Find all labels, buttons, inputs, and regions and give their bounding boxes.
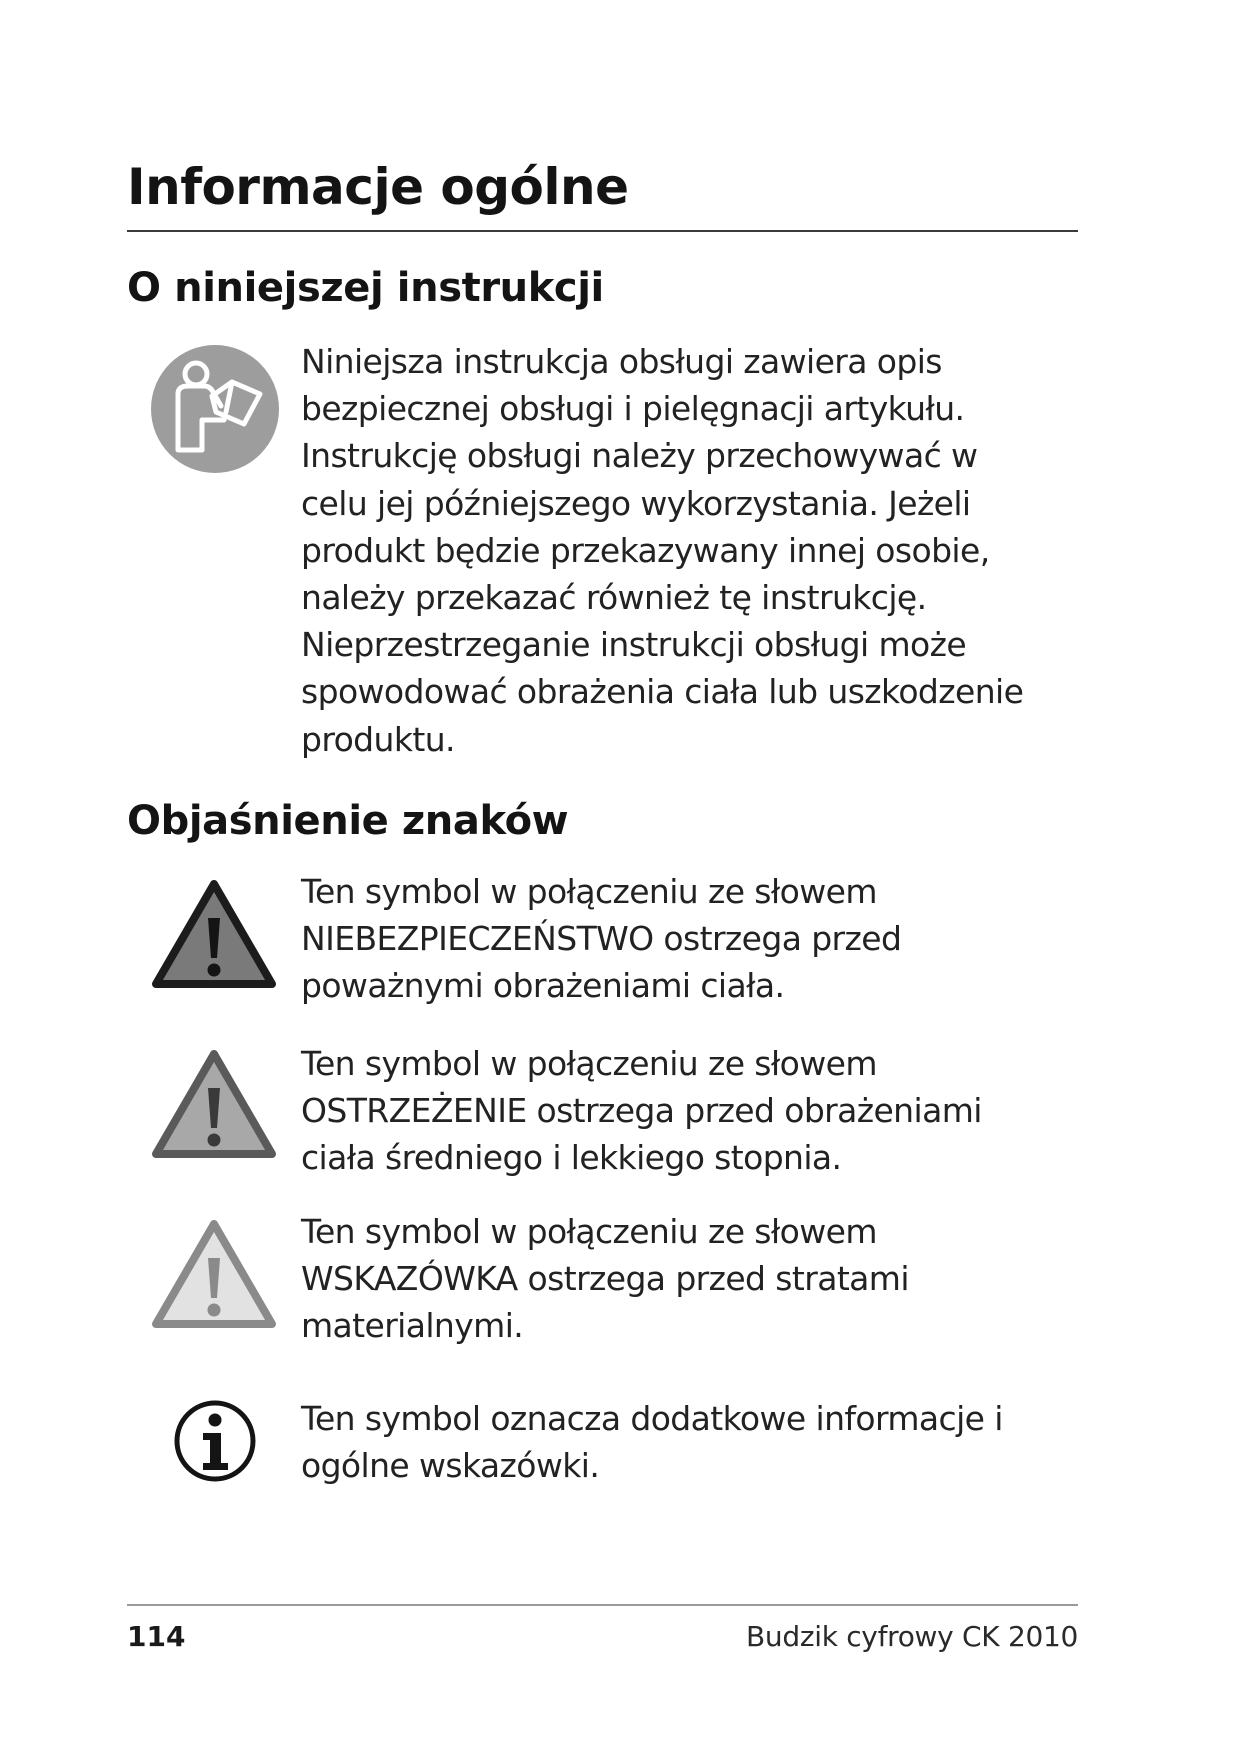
sign-text-caution: Ten symbol w połączeniu ze słowem WSKAZÓWKA ostrzega przed stratami materialnymi. bbox=[301, 1212, 909, 1346]
section-heading-signs: Objaśnienie znaków bbox=[127, 798, 569, 844]
page-number: 114 bbox=[127, 1620, 186, 1653]
footer-divider bbox=[127, 1604, 1078, 1606]
sign-text-info: Ten symbol oznacza dodatkowe informacje i ogólne wskazówki. bbox=[301, 1399, 1003, 1486]
sign-text-warning: Ten symbol w połączeniu ze słowem OSTRZEŻENIE ostrzega przed obrażeniami ciała średniego i lekkiego stopnia. bbox=[301, 1044, 982, 1178]
warning-icon bbox=[150, 1048, 278, 1160]
title-divider bbox=[127, 230, 1078, 232]
page-title: Informacje ogólne bbox=[127, 158, 629, 216]
read-manual-icon bbox=[150, 344, 280, 474]
caution-icon bbox=[150, 1218, 278, 1330]
about-text: Niniejsza instrukcja obsługi zawiera opis bezpiecznej obsługi i pielęgnacji artykułu. Instrukcję obsługi należy przechowywać w celu jej późniejszego wykorzystania. Jeżeli produkt będzie przekazywany innej osobie, należy przekazać również tę instrukcję. Nieprzestrzeganie instrukcji obsługi może spowodować obrażenia ciała lub uszkodzenie produktu. bbox=[301, 342, 1024, 759]
product-name: Budzik cyfrowy CK 2010 bbox=[745, 1620, 1078, 1653]
sign-text-danger: Ten symbol w połączeniu ze słowem NIEBEZPIECZEŃSTWO ostrzega przed poważnymi obrażeniami ciała. bbox=[301, 872, 902, 1006]
section-heading-about: O niniejszej instrukcji bbox=[127, 265, 604, 311]
info-icon bbox=[173, 1399, 257, 1483]
danger-warning-icon bbox=[150, 878, 278, 990]
